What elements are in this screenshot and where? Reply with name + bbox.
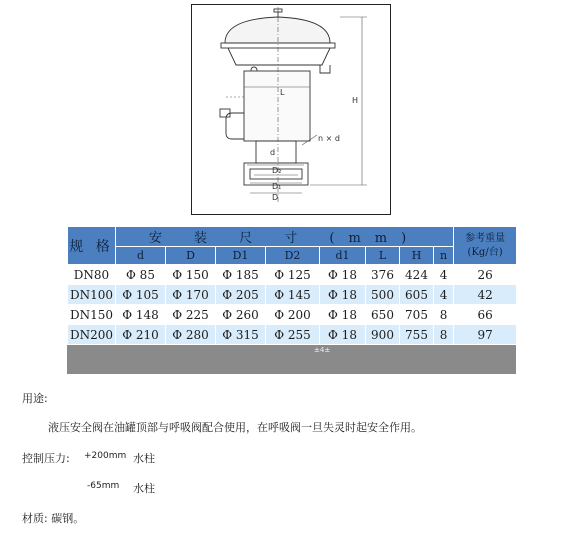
col-D2: D2 (266, 247, 320, 265)
cell-D2: Φ 200 (266, 305, 320, 325)
label-H: H (352, 96, 359, 105)
cell-L: 500 (366, 285, 400, 305)
cell-weight: 97 (454, 325, 517, 345)
cell-D2: Φ 145 (266, 285, 320, 305)
usage-body: 液压安全阀在油罐顶部与呼吸阀配合使用，在呼吸阀一旦失灵时起安全作用。 (48, 421, 422, 434)
table-row (68, 325, 517, 345)
cap-skirt (228, 48, 330, 65)
cell-L: 650 (366, 305, 400, 325)
usage-label: 用途: (22, 392, 48, 405)
weight-header-line1: 参考重量 (465, 232, 506, 244)
col-D1: D1 (216, 247, 266, 265)
label-nxd: n × d (318, 134, 340, 143)
valve-cap (225, 17, 330, 43)
cell-d1: Φ 18 (320, 285, 366, 305)
cell-d: Φ 210 (116, 325, 166, 345)
cell-d: Φ 85 (116, 265, 166, 285)
col-H: H (400, 247, 434, 265)
weight-header (454, 227, 517, 265)
cell-weight: 26 (454, 265, 517, 285)
cell-d1: Φ 18 (320, 305, 366, 325)
cell-D: Φ 225 (166, 305, 216, 325)
cell-D1: Φ 260 (216, 305, 266, 325)
cell-spec: DN200 (68, 325, 116, 345)
install-dimensions-header: 安 装 尺 寸 (mm) (116, 227, 454, 247)
cell-H: 705 (400, 305, 434, 325)
side-lug (320, 65, 330, 73)
spec-table-container (67, 226, 516, 374)
label-D2: D₂ (272, 166, 282, 175)
cell-n: 4 (434, 265, 454, 285)
cell-H: 424 (400, 265, 434, 285)
cell-D1: Φ 205 (216, 285, 266, 305)
valve-diagram-svg (192, 5, 392, 216)
cell-n: 8 (434, 325, 454, 345)
cell-D1: Φ 315 (216, 325, 266, 345)
valve-body (244, 71, 310, 141)
cell-H: 605 (400, 285, 434, 305)
cell-spec: DN100 (68, 285, 116, 305)
pressure-negative-unit: 水柱 (133, 482, 155, 495)
spec-header: 规 格 (68, 227, 116, 265)
label-L: L (280, 88, 285, 97)
cell-spec: DN80 (68, 265, 116, 285)
valve-drawing (191, 4, 391, 215)
valve-neck (256, 141, 296, 163)
table-footnote-mark: ±4± (314, 346, 331, 354)
label-d: d (270, 148, 276, 157)
cell-n: 8 (434, 305, 454, 325)
cell-d: Φ 105 (116, 285, 166, 305)
col-n: n (434, 247, 454, 265)
material-text: 材质: 碳钢。 (22, 512, 85, 525)
col-L: L (366, 247, 400, 265)
pressure-positive-unit: 水柱 (133, 452, 155, 465)
table-row (68, 285, 517, 305)
col-d: d (116, 247, 166, 265)
cell-spec: DN150 (68, 305, 116, 325)
pressure-positive-value: +200mm (84, 451, 127, 461)
table-row (68, 265, 517, 285)
side-pipe-flange (220, 109, 230, 117)
weight-header-line2: (Kg/台) (467, 246, 503, 258)
label-D1: D₁ (272, 182, 282, 191)
col-D: D (166, 247, 216, 265)
cell-d: Φ 148 (116, 305, 166, 325)
cell-weight: 66 (454, 305, 517, 325)
col-d1: d1 (320, 247, 366, 265)
cell-d1: Φ 18 (320, 325, 366, 345)
cell-L: 376 (366, 265, 400, 285)
cell-weight: 42 (454, 285, 517, 305)
cell-d1: Φ 18 (320, 265, 366, 285)
cell-D: Φ 170 (166, 285, 216, 305)
pressure-negative-value: -65mm (87, 481, 120, 491)
cell-D2: Φ 255 (266, 325, 320, 345)
cell-D: Φ 150 (166, 265, 216, 285)
cell-D: Φ 280 (166, 325, 216, 345)
spec-table (67, 226, 517, 345)
cell-D2: Φ 125 (266, 265, 320, 285)
cell-L: 900 (366, 325, 400, 345)
cell-n: 4 (434, 285, 454, 305)
cell-H: 755 (400, 325, 434, 345)
label-D: D (272, 193, 279, 202)
pressure-label: 控制压力: (22, 452, 70, 465)
table-row (68, 305, 517, 325)
cell-D1: Φ 185 (216, 265, 266, 285)
